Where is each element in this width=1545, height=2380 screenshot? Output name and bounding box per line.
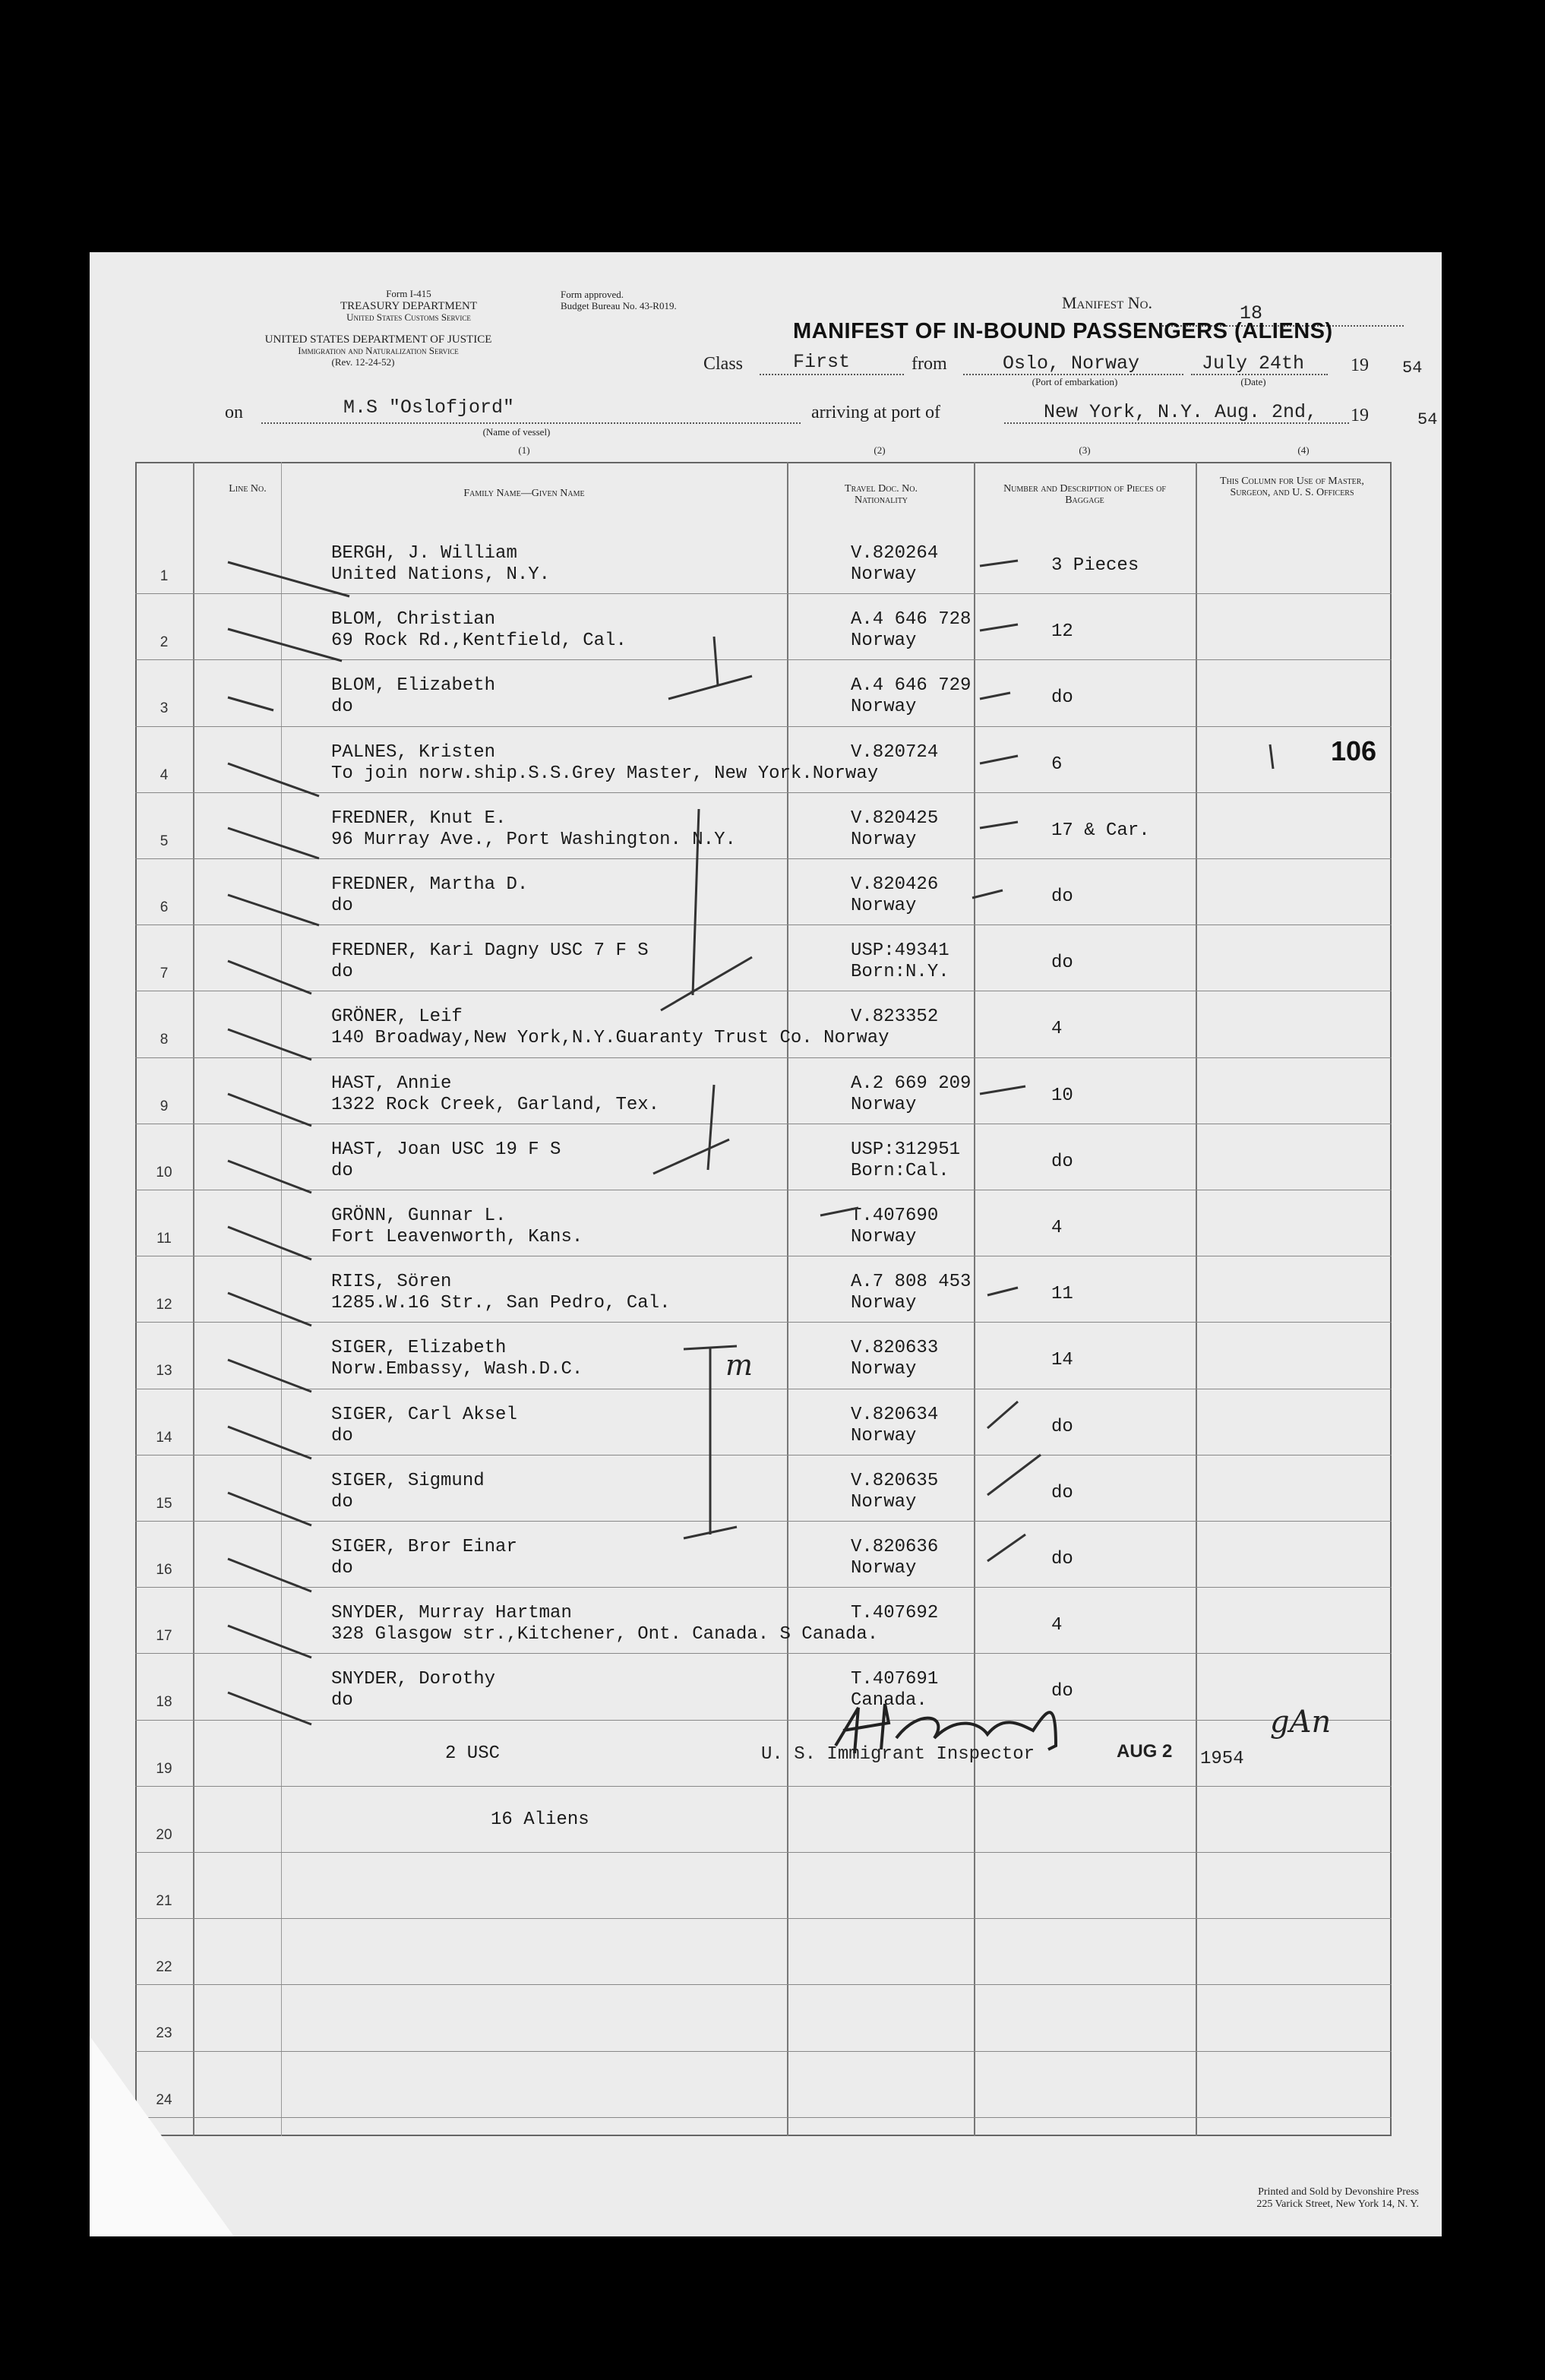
passenger-address: To join norw.ship.S.S.Grey Master, New York.Norway: [331, 763, 879, 784]
passenger-address: do: [331, 697, 353, 718]
line-number: 22: [156, 1959, 172, 1976]
travel-doc-no: V.820264: [851, 543, 939, 564]
passenger-name: FREDNER, Martha D.: [331, 874, 529, 895]
header-travel-doc: Travel Doc. No. Nationality: [845, 483, 918, 506]
torn-corner: [90, 2036, 234, 2236]
revision: (Rev. 12-24-52): [331, 356, 395, 368]
manifest-no-label: Manifest No.: [1062, 293, 1152, 312]
nationality: Norway: [851, 829, 917, 850]
nationality: Norway: [851, 564, 917, 585]
baggage-count: 17 & Car.: [1051, 820, 1150, 841]
passenger-name: SIGER, Bror Einar: [331, 1537, 517, 1557]
passenger-address: 328 Glasgow str.,Kitchener, Ont. Canada. S Canada.: [331, 1624, 879, 1645]
embark-date: July 24th: [1202, 352, 1305, 375]
line-number: 1: [160, 568, 169, 584]
nationality: Norway: [851, 1094, 917, 1115]
line-number: 16: [156, 1562, 172, 1578]
line-number: 18: [156, 1694, 172, 1711]
port-caption: (Port of embarkation): [1032, 376, 1118, 387]
baggage-count: 4: [1051, 1218, 1063, 1238]
budget-bureau: Budget Bureau No. 43-R019.: [561, 300, 677, 311]
line-number: 24: [156, 2091, 172, 2108]
passenger-address: do: [331, 962, 353, 983]
travel-doc-no: T.407692: [851, 1603, 939, 1624]
baggage-count: do: [1051, 1482, 1073, 1503]
stamp-date: AUG 2: [1117, 1741, 1173, 1762]
line-number: 19: [156, 1760, 172, 1777]
travel-doc-no: V.820426: [851, 874, 939, 895]
baggage-count: 11: [1051, 1284, 1073, 1305]
manifest-no: 18: [1240, 302, 1263, 324]
passenger-name: SIGER, Elizabeth: [331, 1338, 507, 1359]
passenger-name: 2 USC: [445, 1743, 501, 1764]
travel-doc-no: A.7 808 453: [851, 1272, 972, 1293]
on-label: on: [225, 403, 243, 422]
nationality: Norway: [851, 1491, 917, 1512]
nationality: Born:Cal.: [851, 1160, 949, 1181]
travel-doc-no: USP:49341: [851, 940, 949, 962]
passenger-address: do: [331, 1690, 353, 1712]
baggage-count: do: [1051, 1416, 1073, 1437]
baggage-count: 4: [1051, 1019, 1063, 1040]
line-number: 12: [156, 1297, 172, 1313]
justice-dept: UNITED STATES DEPARTMENT OF JUSTICE: [264, 333, 492, 346]
passenger-address: 140 Broadway,New York,N.Y.Guaranty Trust Co. Norway: [331, 1028, 889, 1049]
passenger-address: 69 Rock Rd.,Kentfield, Cal.: [331, 631, 627, 652]
travel-doc-no: V.823352: [851, 1007, 939, 1028]
passenger-address: Fort Leavenworth, Kans.: [331, 1227, 583, 1247]
class-value: First: [793, 351, 851, 373]
passenger-address: 96 Murray Ave., Port Washington. N.Y.: [331, 829, 736, 850]
travel-doc-no: A.2 669 209: [851, 1073, 972, 1094]
nationality: Norway: [851, 1227, 917, 1247]
header-baggage: Number and Description of Pieces of Baggage: [1003, 483, 1166, 506]
line-number: 13: [156, 1363, 172, 1380]
passenger-name: GRÖNN, Gunnar L.: [331, 1206, 507, 1226]
baggage-count: 4: [1051, 1615, 1063, 1636]
baggage-count: do: [1051, 953, 1073, 974]
travel-doc-no: V.820634: [851, 1404, 939, 1425]
nationality: Norway: [851, 697, 917, 718]
line-number: 5: [160, 833, 169, 849]
passenger-name: BLOM, Christian: [331, 609, 496, 631]
date-caption: (Date): [1240, 376, 1266, 387]
nationality: Norway: [851, 896, 917, 916]
form-number: Form I-415: [386, 288, 431, 299]
printer-line-1: Printed and Sold by Devonshire Press: [1258, 2186, 1419, 2198]
line-number: 3: [160, 700, 169, 717]
vessel-name: M.S "Oslofjord": [343, 397, 515, 419]
passenger-address: do: [331, 1425, 353, 1446]
travel-doc-no: V.820633: [851, 1338, 939, 1359]
line-number: 2: [160, 634, 169, 651]
header-name: Family Name—Given Name: [463, 488, 585, 499]
travel-doc-no: A.4 646 729: [851, 675, 972, 697]
line-number: 14: [156, 1429, 172, 1446]
col-2-number: (2): [874, 444, 886, 456]
passenger-address: United Nations, N.Y.: [331, 564, 551, 585]
passenger-name: PALNES, Kristen: [331, 741, 496, 763]
baggage-count: do: [1051, 1151, 1073, 1172]
passenger-name: 16 Aliens: [491, 1809, 589, 1830]
passenger-address: do: [331, 1558, 353, 1579]
baggage-count: 3 Pieces: [1051, 555, 1139, 576]
baggage-count: do: [1051, 887, 1073, 907]
travel-doc-no: T.407690: [851, 1206, 939, 1226]
baggage-count: do: [1051, 1549, 1073, 1569]
passenger-name: FREDNER, Knut E.: [331, 808, 507, 829]
nationality: Norway: [851, 631, 917, 652]
year-prefix: 19: [1351, 356, 1369, 375]
baggage-count: 14: [1051, 1350, 1073, 1371]
passenger-name: RIIS, Sören: [331, 1272, 452, 1293]
passenger-address: 1322 Rock Creek, Garland, Tex.: [331, 1094, 660, 1115]
travel-doc-no: USP:312951: [851, 1139, 961, 1160]
nationality: Norway: [851, 1425, 917, 1446]
line-number: 8: [160, 1032, 169, 1048]
passenger-name: SNYDER, Murray Hartman: [331, 1603, 572, 1624]
nationality: Norway: [851, 1293, 917, 1314]
baggage-count: do: [1051, 687, 1073, 709]
travel-doc-no: V.820635: [851, 1470, 939, 1491]
customs-service: United States Customs Service: [346, 311, 471, 323]
manifest-title: MANIFEST OF IN-BOUND PASSENGERS (ALIENS): [793, 319, 1333, 343]
passenger-name: BLOM, Elizabeth: [331, 675, 496, 697]
line-number: 15: [156, 1495, 172, 1512]
nationality: Canada.: [851, 1690, 927, 1712]
col-4-number: (4): [1297, 444, 1310, 456]
line-number: 21: [156, 1893, 172, 1909]
line-number: 6: [160, 899, 169, 915]
header-officers: This Column for Use of Master, Surgeon, and U. S. Officers: [1220, 476, 1364, 498]
line-number: 17: [156, 1628, 172, 1645]
handwritten-initials: gAn: [1270, 1705, 1332, 1740]
line-number: 11: [156, 1231, 172, 1247]
printer-line-2: 225 Varick Street, New York 14, N. Y.: [1256, 2198, 1419, 2210]
line-number: 9: [160, 1098, 169, 1114]
passenger-name: HAST, Joan USC 19 F S: [331, 1139, 561, 1160]
travel-doc-no: V.820724: [851, 741, 939, 763]
passenger-address: do: [331, 896, 353, 916]
vessel-caption: (Name of vessel): [482, 426, 551, 438]
passenger-name: SNYDER, Dorothy: [331, 1669, 496, 1690]
svg-text:m: m: [725, 1348, 754, 1382]
line-number: 23: [156, 2025, 172, 2042]
line-number: 4: [160, 766, 169, 783]
passenger-address: do: [331, 1491, 353, 1512]
travel-doc-no: T.407691: [851, 1669, 939, 1690]
form-approved: Form approved.: [561, 289, 624, 300]
baggage-count: 12: [1051, 621, 1073, 643]
page-number-stamp: 106: [1331, 735, 1377, 766]
col-1-number: (1): [518, 444, 530, 456]
arriving-label: arriving at port of: [811, 403, 940, 422]
line-number: 10: [156, 1164, 172, 1181]
passenger-name: BERGH, J. William: [331, 543, 517, 564]
nationality: Norway: [851, 1558, 917, 1579]
stamp-year: 1954: [1200, 1749, 1244, 1769]
passenger-address: do: [331, 1160, 353, 1181]
from-label: from: [912, 354, 947, 374]
nationality: Norway: [851, 1359, 917, 1380]
passenger-name: HAST, Annie: [331, 1073, 452, 1094]
treasury-dept: TREASURY DEPARTMENT: [340, 300, 478, 312]
inspector-signature-line: U. S. Immigrant Inspector: [761, 1744, 1035, 1765]
passenger-address: Norw.Embassy, Wash.D.C.: [331, 1359, 583, 1380]
ins-service: Immigration and Naturalization Service: [298, 345, 459, 356]
baggage-count: do: [1051, 1681, 1073, 1702]
passenger-name: GRÖNER, Leif: [331, 1007, 463, 1028]
passenger-name: SIGER, Carl Aksel: [331, 1404, 517, 1425]
line-number: 7: [160, 966, 169, 982]
baggage-count: 6: [1051, 754, 1063, 775]
arrival-port-date: New York, N.Y. Aug. 2nd,: [1044, 401, 1318, 423]
col-3-number: (3): [1079, 444, 1091, 456]
line-number: 20: [156, 1826, 172, 1843]
arrival-year-prefix: 19: [1351, 406, 1369, 425]
travel-doc-no: A.4 646 728: [851, 609, 972, 631]
travel-doc-no: V.820636: [851, 1537, 939, 1557]
class-label: Class: [703, 354, 744, 374]
port-of-embarkation: Oslo, Norway: [1003, 352, 1140, 375]
arrival-year: 54: [1417, 410, 1438, 429]
baggage-count: 10: [1051, 1085, 1073, 1106]
nationality: Born:N.Y.: [851, 962, 949, 983]
passenger-address: 1285.W.16 Str., San Pedro, Cal.: [331, 1293, 671, 1314]
embark-year: 54: [1402, 359, 1423, 378]
passenger-name: FREDNER, Kari Dagny USC 7 F S: [331, 940, 649, 962]
travel-doc-no: V.820425: [851, 808, 939, 829]
header-line-no: Line No.: [229, 483, 267, 495]
passenger-name: SIGER, Sigmund: [331, 1470, 485, 1491]
